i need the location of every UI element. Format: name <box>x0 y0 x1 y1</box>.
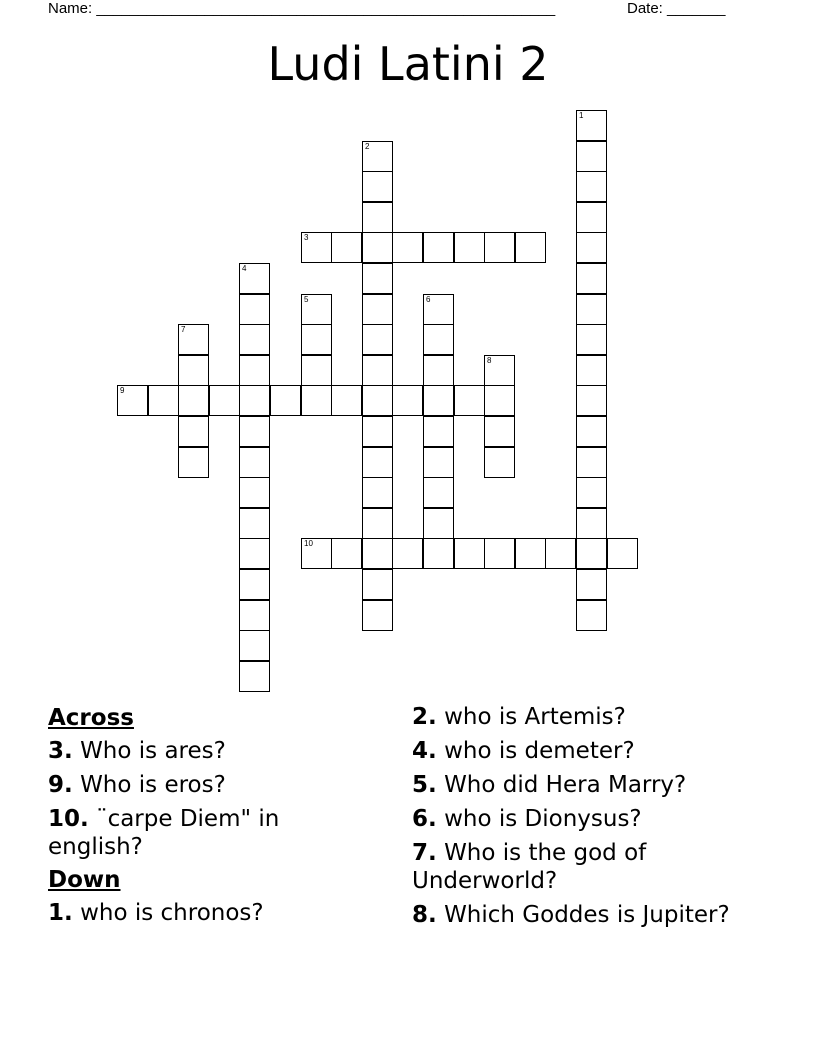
crossword-cell <box>178 385 209 416</box>
clues-left-column <box>48 703 378 933</box>
crossword-cell <box>607 538 638 569</box>
crossword-cell <box>239 569 270 600</box>
crossword-cell <box>423 508 454 539</box>
crossword-cell <box>117 385 148 416</box>
cell-number: 9 <box>120 386 125 395</box>
crossword-cell <box>576 110 607 141</box>
crossword-cell <box>423 477 454 508</box>
crossword-cell <box>301 385 332 416</box>
crossword-cell <box>576 263 607 294</box>
clue-text: ¨carpe Diem" in english? <box>48 806 280 860</box>
crossword-cell <box>362 294 393 325</box>
clue-text: who is demeter? <box>444 738 635 764</box>
down-heading: Down <box>48 867 121 893</box>
clue-across-9 <box>48 771 378 805</box>
clue-down-1 <box>48 899 378 933</box>
crossword-cell <box>423 538 454 569</box>
crossword-cell <box>545 538 576 569</box>
crossword-cell <box>301 294 332 325</box>
clue-number: 7. <box>412 840 437 866</box>
crossword-cell <box>331 232 362 263</box>
crossword-cell <box>239 538 270 569</box>
crossword-cell <box>576 569 607 600</box>
crossword-cell <box>423 294 454 325</box>
clue-text: Who is eros? <box>80 772 226 798</box>
crossword-cell <box>362 324 393 355</box>
crossword-cell <box>301 355 332 386</box>
crossword-cell <box>239 355 270 386</box>
clue-number: 6. <box>412 806 437 832</box>
crossword-cell <box>362 477 393 508</box>
crossword-cell <box>423 232 454 263</box>
clue-number: 2. <box>412 704 437 730</box>
crossword-cell <box>178 355 209 386</box>
clue-across-3 <box>48 737 378 771</box>
cell-number: 2 <box>365 142 370 151</box>
crossword-cell <box>454 538 485 569</box>
crossword-cell <box>423 385 454 416</box>
crossword-cell <box>515 232 546 263</box>
clue-text: Which Goddes is Jupiter? <box>444 902 730 928</box>
clue-down-7 <box>412 839 772 901</box>
crossword-cell <box>239 416 270 447</box>
cell-number: 3 <box>304 233 309 242</box>
clue-number: 5. <box>412 772 437 798</box>
clue-down-8 <box>412 901 772 935</box>
crossword-cell <box>362 355 393 386</box>
crossword-cell <box>576 385 607 416</box>
crossword-cell <box>576 538 607 569</box>
crossword-cell <box>239 263 270 294</box>
crossword-cell <box>423 324 454 355</box>
crossword-cell <box>576 355 607 386</box>
crossword-cell <box>576 600 607 631</box>
clue-number: 10. <box>48 806 89 832</box>
crossword-cell <box>576 202 607 233</box>
crossword-cell <box>392 232 423 263</box>
crossword-cell <box>178 447 209 478</box>
crossword-cell <box>239 385 270 416</box>
clues-right-column <box>412 703 772 935</box>
crossword-cell <box>362 202 393 233</box>
cell-number: 4 <box>242 264 247 273</box>
crossword-cell <box>239 661 270 692</box>
crossword-cell <box>576 508 607 539</box>
cell-number: 10 <box>304 539 313 548</box>
clue-text: Who is the god of Underworld? <box>412 840 647 894</box>
crossword-cell <box>362 141 393 172</box>
crossword-cell <box>484 385 515 416</box>
crossword-cell <box>423 416 454 447</box>
crossword-cell <box>239 447 270 478</box>
crossword-cell <box>362 600 393 631</box>
crossword-cell <box>454 385 485 416</box>
crossword-cell <box>484 538 515 569</box>
crossword-cell <box>484 447 515 478</box>
crossword-cell <box>239 508 270 539</box>
date-field-line: Date: _______ <box>627 0 726 17</box>
crossword-cell <box>515 538 546 569</box>
clue-down-2 <box>412 703 772 737</box>
crossword-cell <box>301 324 332 355</box>
cell-number: 5 <box>304 295 309 304</box>
crossword-cell <box>331 538 362 569</box>
clue-text: who is Artemis? <box>444 704 626 730</box>
crossword-cell <box>484 355 515 386</box>
clue-number: 3. <box>48 738 73 764</box>
crossword-cell <box>362 263 393 294</box>
crossword-cell <box>423 355 454 386</box>
crossword-cell <box>576 171 607 202</box>
crossword-cell <box>423 447 454 478</box>
crossword-cell <box>178 416 209 447</box>
crossword-cell <box>576 232 607 263</box>
crossword-cell <box>362 385 393 416</box>
crossword-cell <box>576 141 607 172</box>
clue-text: who is Dionysus? <box>444 806 642 832</box>
crossword-cell <box>362 538 393 569</box>
crossword-cell <box>270 385 301 416</box>
crossword-cell <box>148 385 179 416</box>
crossword-cell <box>209 385 240 416</box>
crossword-cell <box>239 477 270 508</box>
clue-down-6 <box>412 805 772 839</box>
crossword-cell <box>239 630 270 661</box>
crossword-cell <box>362 447 393 478</box>
cell-number: 1 <box>579 111 584 120</box>
clue-number: 8. <box>412 902 437 928</box>
crossword-cell <box>484 416 515 447</box>
across-heading: Across <box>48 705 134 731</box>
crossword-cell <box>301 232 332 263</box>
crossword-cell <box>239 324 270 355</box>
crossword-cell <box>576 416 607 447</box>
crossword-cell <box>484 232 515 263</box>
puzzle-title: Ludi Latini 2 <box>267 37 549 91</box>
clue-text: who is chronos? <box>80 900 264 926</box>
cell-number: 7 <box>181 325 186 334</box>
name-field-line: Name: _______________________________________________________ <box>48 0 556 17</box>
crossword-cell <box>362 232 393 263</box>
crossword-cell <box>239 600 270 631</box>
crossword-cell <box>362 416 393 447</box>
cell-number: 8 <box>487 356 492 365</box>
crossword-cell <box>362 569 393 600</box>
crossword-cell <box>178 324 209 355</box>
clue-number: 4. <box>412 738 437 764</box>
crossword-cell <box>392 538 423 569</box>
crossword-cell <box>576 477 607 508</box>
crossword-cell <box>239 294 270 325</box>
clue-down-5 <box>412 771 772 805</box>
crossword-cell <box>331 385 362 416</box>
clue-down-4 <box>412 737 772 771</box>
crossword-cell <box>576 294 607 325</box>
crossword-cell <box>454 232 485 263</box>
clue-across-10 <box>48 805 378 865</box>
crossword-cell <box>576 447 607 478</box>
crossword-cell <box>362 508 393 539</box>
clue-number: 9. <box>48 772 73 798</box>
clue-text: Who did Hera Marry? <box>444 772 687 798</box>
clue-text: Who is ares? <box>80 738 226 764</box>
crossword-cell <box>392 385 423 416</box>
crossword-cell <box>362 171 393 202</box>
clue-number: 1. <box>48 900 73 926</box>
cell-number: 6 <box>426 295 431 304</box>
crossword-cell <box>576 324 607 355</box>
crossword-cell <box>301 538 332 569</box>
